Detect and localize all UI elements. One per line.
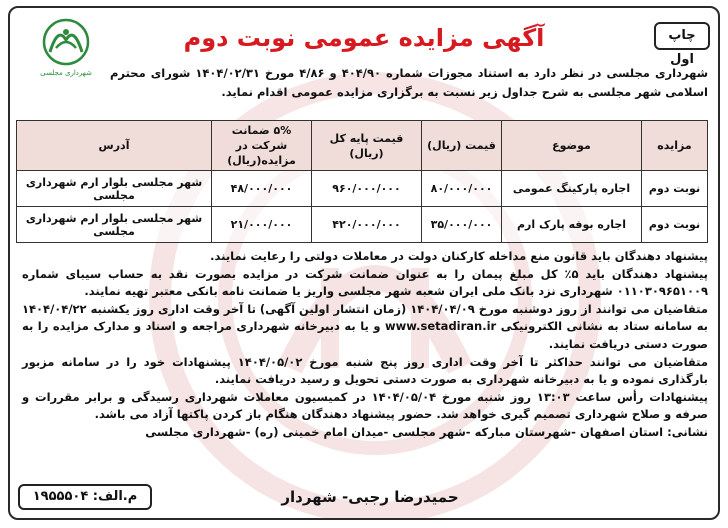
cell-price: ۸۰/۰۰۰/۰۰۰ xyxy=(422,171,502,207)
header-auction: مزایده xyxy=(642,121,708,171)
header-guarantee: ۵% ضمانت شرکت در مزایده(ریال) xyxy=(212,121,312,171)
mayor-signature: حمیدرضا رجبی- شهردار xyxy=(281,488,459,506)
table-row xyxy=(17,207,708,243)
paragraph-conflict-law: پیشنهاد دهندگان باید قانون منع مداخله کارکنان دولت در معاملات دولتی را رعایت نمایند. xyxy=(210,249,708,263)
paragraph-address: نشانی: استان اصفهان -شهرستان مبارکه -شهر مجلسی -میدان امام خمینی (ره) -شهرداری مجلسی xyxy=(145,424,708,439)
cell-price: ۳۵/۰۰۰/۰۰۰ xyxy=(422,207,502,243)
header-base-price: قیمت پایه کل (ریال) xyxy=(312,121,422,171)
table-row xyxy=(17,171,708,207)
cell-subject: اجاره بوفه پارک ارم xyxy=(502,207,642,243)
ad-code-badge: م.الف: ۱۹۵۵۵۰۴ xyxy=(18,484,152,510)
header xyxy=(18,18,710,67)
notice-frame xyxy=(8,6,720,520)
header-subject: موضوع xyxy=(502,121,642,171)
cell-base-price: ۴۲۰/۰۰۰/۰۰۰ xyxy=(312,207,422,243)
cell-guarantee: ۲۱/۰۰۰/۰۰۰ xyxy=(212,207,312,243)
cell-address: شهر مجلسی بلوار ارم شهرداری مجلسی xyxy=(17,207,212,243)
footer xyxy=(18,484,710,512)
header-address: آدرس xyxy=(17,121,212,171)
setad-website-link[interactable]: www.setadiran.ir xyxy=(385,319,497,334)
edition-badge: چاپ اول xyxy=(654,22,710,50)
cell-guarantee: ۴۸/۰۰۰/۰۰۰ xyxy=(212,171,312,207)
table-header-row xyxy=(17,121,708,171)
notice-title: آگهی مزایده عمومی نوبت دوم xyxy=(183,24,545,52)
header-price: قیمت (ریال) xyxy=(422,121,502,171)
cell-auction: نوبت دوم xyxy=(642,171,708,207)
documents-text-start: متقاضیان می توانند از روز دوشنبه مورخ ۱۴۰۴/۰۴/۰۹ (زمان انتشار اولین آگهی) تا آخر وقت اداری روز یکشنبه ۱۴۰۴/۰۴/۲۲ به سامانه ستاد به نشانی الکترونیکی xyxy=(22,301,709,334)
cell-subject: اجاره پارکینگ عمومی xyxy=(502,171,642,207)
documents-text-end: و یا به دبیرخانه شهرداری مراجعه و اسناد و مدارک مزایده را به صورت دستی دریافت نمایند. xyxy=(22,319,708,351)
paragraph-documents xyxy=(22,301,708,354)
paragraph-submission: متقاضیان می توانند حداکثر تا آخر وقت اداری روز پنج شنبه مورخ ۱۴۰۴/۰۵/۰۲ پیشنهادات خود را در سامانه مزبور بارگذاری نموده و یا به دبیرخانه شهرداری به صورت دستی تحویل و رسید دریافت نمایند. xyxy=(22,354,708,387)
cell-auction: نوبت دوم xyxy=(642,207,708,243)
intro-paragraph: شهرداری مجلسی در نظر دارد به استناد مجوزات شماره ۴۰۴/۹۰ و ۴/۸۶ مورخ ۱۴۰۴/۰۲/۳۱ شورای محترم اسلامی شهر مجلسی به شرح جداول زیر نسبت به برگزاری مزایده عمومی اقدام نماید. xyxy=(110,66,709,99)
notice-body xyxy=(22,248,708,442)
paragraph-opening: پیشنهادات رأس ساعت ۱۳:۰۳ روز شنبه مورخ ۱۴۰۴/۰۵/۰۴ در کمیسیون معاملات شهرداری رسیدگی و برابر مقررات و صرفه و صلاح شهرداری تصمیم گیری خواهد شد. حضور پیشنهاد دهندگان هنگام باز کردن پاکتها آزاد می باشد. xyxy=(22,389,708,422)
paragraph-guarantee: پیشنهاد دهندگان باید ۵٪ کل مبلغ پیمان را به عنوان ضمانت شرکت در مزایده بصورت نقد به حساب سیبای شماره ۰۱۱۰۳۰۹۶۵۱۰۰۹ شهرداری نزد بانک ملی ایران شعبه شهر مجلسی واریز یا ضمانت نامه بانکی معتبر تهیه نمایند. xyxy=(22,266,708,299)
auction-table xyxy=(16,120,708,243)
svg-text:شهرداری مجلسی: شهرداری مجلسی xyxy=(40,69,92,77)
cell-base-price: ۹۶۰/۰۰۰/۰۰۰ xyxy=(312,171,422,207)
cell-address: شهر مجلسی بلوار ارم شهرداری مجلسی xyxy=(17,171,212,207)
municipality-logo-icon xyxy=(38,18,94,78)
